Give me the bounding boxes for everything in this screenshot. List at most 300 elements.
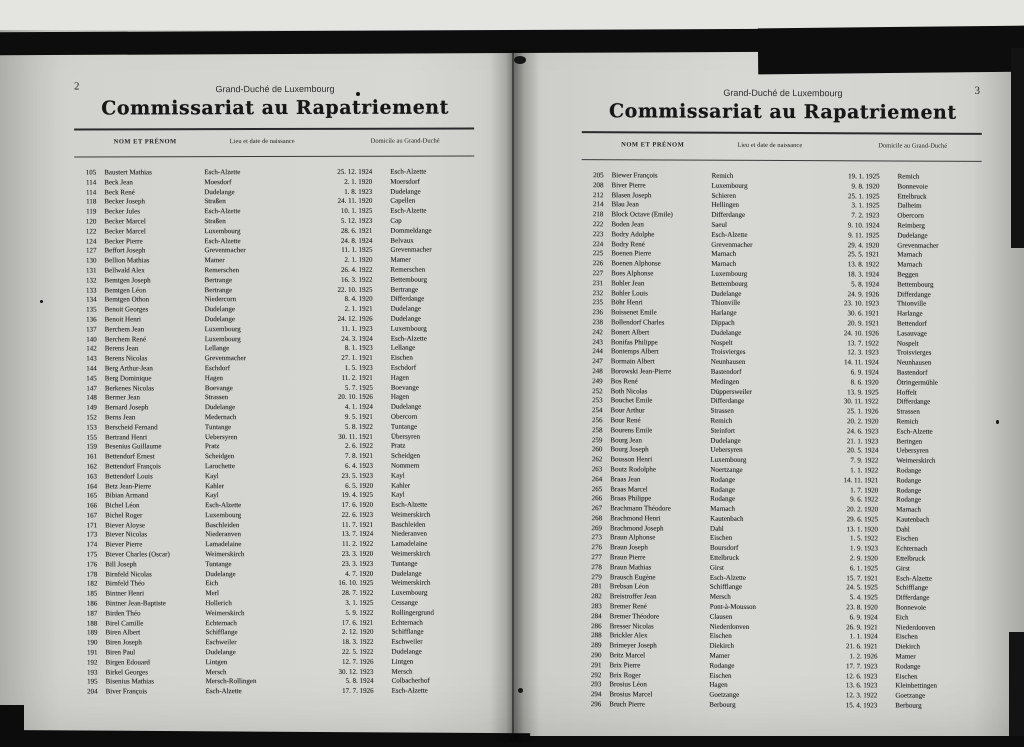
row-birthdate: 1. 9. 1923 <box>849 544 878 553</box>
row-name: Biren Albert <box>105 628 141 637</box>
row-domicile: Esch-Alzette <box>390 206 427 215</box>
table-row <box>72 687 482 698</box>
row-domicile: Berbourg <box>895 701 922 710</box>
row-birthdate: 17. 7. 1926 <box>342 686 374 696</box>
row-birthdate: 20. 2. 1920 <box>847 417 879 426</box>
row-name: Becker Pierre <box>104 236 143 246</box>
row-birthplace: Tuntange <box>204 422 232 431</box>
row-birthplace: Esch-Alzette <box>205 687 242 696</box>
column-headers <box>578 141 988 157</box>
row-domicile: Lintgen <box>391 657 414 666</box>
row-birthdate: 1. 8. 1923 <box>344 187 373 196</box>
row-domicile: Esch-Alzette <box>896 427 933 436</box>
row-birthplace: Remich <box>710 416 733 425</box>
row-domicile: Capellen <box>390 197 416 206</box>
row-birthplace: Scheidgen <box>204 452 235 461</box>
row-domicile: Obercorn <box>897 211 924 220</box>
row-domicile: Scheidgen <box>390 451 421 460</box>
row-number: 189 <box>86 628 98 637</box>
row-birthdate: 1. 1. 1922 <box>850 466 879 475</box>
row-domicile: Troisvierges <box>896 348 932 357</box>
row-domicile: Ettelbruck <box>895 554 926 563</box>
row-number: 164 <box>86 481 98 490</box>
row-number: 254 <box>592 406 603 415</box>
row-birthdate: 12. 6. 1923 <box>845 671 878 681</box>
row-birthdate: 16. 10. 1925 <box>338 579 374 588</box>
row-domicile: Kleinbettingen <box>895 681 937 691</box>
row-domicile: Tuntange <box>390 422 418 431</box>
row-name: Braas Jean <box>610 474 641 484</box>
row-name: Bollendorf Charles <box>610 318 665 327</box>
row-number: 242 <box>592 327 603 336</box>
row-domicile: Rollingergrund <box>391 608 435 617</box>
row-birthdate: 6. 5. 1920 <box>345 481 374 490</box>
row-name: Bettendorf François <box>105 462 161 471</box>
row-name: Brebsan Léon <box>609 582 649 591</box>
row-number: 190 <box>86 638 98 647</box>
row-birthdate: 24. 9. 1926 <box>847 289 880 298</box>
row-name: Biver Pierre <box>611 181 646 190</box>
row-number: 293 <box>590 680 602 689</box>
row-birthplace: Larochette <box>205 462 235 471</box>
row-birthdate: 24. 12. 1926 <box>337 314 373 323</box>
row-domicile: Rodange <box>896 466 922 475</box>
row-name: Berkenes Nicolas <box>104 383 155 392</box>
row-birthplace: Merl <box>205 589 219 598</box>
row-birthdate: 27. 1. 1921 <box>341 353 373 362</box>
row-domicile: Bastendorf <box>896 368 928 377</box>
row-domicile: Baschleiden <box>391 520 426 529</box>
row-number: 142 <box>86 344 97 353</box>
row-birthdate: 4. 1. 1924 <box>344 402 373 411</box>
row-name: Bousson Henri <box>610 455 653 464</box>
row-birthplace: Rodange <box>710 485 736 494</box>
row-birthdate: 7. 9. 1922 <box>850 456 879 465</box>
row-number: 133 <box>86 286 97 295</box>
row-birthplace: Mersch-Rollingen <box>205 677 257 686</box>
row-number: 131 <box>85 266 97 275</box>
row-birthdate: 1. 7. 1920 <box>850 485 879 494</box>
page-title: Commissariat au Rapatriement <box>101 96 449 120</box>
row-name: Bintner Henri <box>105 589 145 598</box>
row-name: Brimeyer Joseph <box>609 641 657 650</box>
row-birthdate: 9. 6. 1922 <box>850 495 879 504</box>
row-birthdate: 2. 6. 1922 <box>344 442 373 451</box>
row-name: Boutz Rodolphe <box>610 465 657 474</box>
column-header-name: NOM ET PRÉNOM <box>621 141 685 149</box>
row-birthdate: 9. 11. 1925 <box>848 231 880 240</box>
row-birthplace: Bastendorf <box>710 367 742 376</box>
row-birthdate: 8. 4. 1920 <box>344 295 373 304</box>
row-birthdate: 5. 8. 1922 <box>344 422 373 431</box>
row-birthdate: 23. 8. 1920 <box>846 603 878 612</box>
row-domicile: Beringen <box>896 437 923 446</box>
row-domicile: Uebersyren <box>896 446 929 455</box>
row-birthdate: 29. 6. 1925 <box>846 515 879 524</box>
row-name: Bichel Léon <box>105 501 140 510</box>
row-number: 176 <box>86 560 98 569</box>
row-name: Braun Pierre <box>609 553 646 562</box>
row-birthplace: Dudelange <box>204 403 236 412</box>
scan-dark-edge-right-bottom <box>1009 632 1024 747</box>
row-name: Bisenius Mathias <box>105 677 155 686</box>
row-birthplace: Luxembourg <box>711 181 748 190</box>
row-name: Bohler Jean <box>611 279 645 288</box>
row-birthplace: Noertzange <box>710 465 743 474</box>
row-domicile: Weimerskirch <box>896 456 936 465</box>
row-name: Boenen Pierre <box>611 249 652 258</box>
row-birthdate: 6. 4. 1923 <box>345 461 374 470</box>
row-birthdate: 14. 11. 1924 <box>844 358 879 367</box>
page-number: 2 <box>74 80 80 93</box>
row-name: Bellwald Alex <box>104 266 145 275</box>
row-birthdate: 6. 9. 1924 <box>850 368 879 377</box>
row-birthplace: Eischen <box>709 671 732 680</box>
row-domicile: Remich <box>897 172 920 181</box>
row-number: 136 <box>86 315 97 324</box>
row-domicile: Mamer <box>390 255 411 264</box>
row-birthplace: Eischen <box>709 632 732 641</box>
scan-dark-edge-right-top <box>1011 48 1024 248</box>
row-domicile: Girst <box>895 564 910 573</box>
row-number: 244 <box>592 347 603 356</box>
row-number: 182 <box>86 579 98 588</box>
row-birthplace: Uebersyren <box>204 432 238 441</box>
row-birthplace: Luxembourg <box>205 510 242 520</box>
row-number: 252 <box>592 386 603 395</box>
row-number: 114 <box>86 178 97 187</box>
row-number: 218 <box>592 210 604 219</box>
row-birthdate: 5. 8. 1924 <box>345 677 374 686</box>
row-domicile: Dudelange <box>391 569 422 578</box>
row-birthdate: 18. 3. 1922 <box>341 637 374 647</box>
row-domicile: Dudelange <box>390 314 421 323</box>
scan-speck <box>996 420 999 424</box>
row-domicile: Remerschen <box>390 265 426 274</box>
row-birthdate: 3. 1. 1925 <box>345 598 374 607</box>
row-name: Bonert Albert <box>610 328 650 337</box>
row-birthplace: Mersch <box>205 667 227 676</box>
row-birthplace: Marnach <box>711 259 737 268</box>
row-name: Braas Marcel <box>610 484 648 493</box>
row-birthplace: Differdange <box>711 210 746 220</box>
row-birthplace: Luxembourg <box>204 334 241 343</box>
row-domicile: Lamadelaine <box>391 539 428 548</box>
row-domicile: Dommeldange <box>390 226 432 235</box>
row-name: Bour Arthur <box>610 406 645 415</box>
row-number: 253 <box>592 396 603 405</box>
row-birthplace: Dudelange <box>204 305 235 314</box>
row-domicile: Luxembourg <box>390 324 427 333</box>
row-name: Bonifas Philippe <box>610 337 658 347</box>
row-name: Bresser Nicolas <box>609 621 654 631</box>
row-number: 130 <box>85 256 97 265</box>
row-birthplace: Differdange <box>710 397 745 406</box>
row-number: 290 <box>590 651 602 660</box>
row-birthplace: Hollerich <box>205 599 232 608</box>
row-name: Birel Camille <box>105 619 144 628</box>
row-name: Braun Alphonse <box>609 533 656 542</box>
row-birthplace: Eschdorf <box>204 364 231 373</box>
row-birthdate: 16. 3. 1922 <box>341 275 373 284</box>
row-number: 193 <box>87 668 98 677</box>
row-domicile: Ettelbruck <box>897 192 927 201</box>
row-name: Beck Jean <box>104 178 133 187</box>
row-birthplace: Hellingen <box>711 201 740 210</box>
row-domicile: Rodange <box>896 485 922 495</box>
row-domicile: Ötringermühle <box>896 378 938 387</box>
row-name: Bodry Adolphe <box>611 230 655 239</box>
row-birthplace: Steinfort <box>710 426 735 435</box>
row-birthdate: 1. 5. 1923 <box>344 363 373 372</box>
row-birthdate: 9. 10. 1924 <box>847 221 880 230</box>
row-name: Berscheid Fernand <box>104 423 158 432</box>
row-number: 268 <box>591 514 603 523</box>
row-number: 249 <box>592 376 603 385</box>
row-domicile: Esch-Alzette <box>391 500 428 509</box>
row-domicile: Boevange <box>390 383 419 392</box>
row-name: Boden Jean <box>611 220 644 229</box>
row-birthdate: 30. 12. 1923 <box>338 667 374 676</box>
row-name: Brix Pierre <box>609 661 641 670</box>
row-name: Birkel Georges <box>105 667 149 677</box>
row-name: Bemtgen Joseph <box>104 276 151 285</box>
row-domicile: Bonnevoie <box>897 182 928 191</box>
row-birthdate: 2. 1. 1921 <box>344 304 373 313</box>
row-name: Beffort Joseph <box>104 246 146 255</box>
row-birthdate: 11. 1. 1925 <box>341 246 373 255</box>
row-birthdate: 4. 7. 1920 <box>345 569 374 578</box>
row-name: Britz Marcel <box>609 651 646 660</box>
row-domicile: Bonnevoie <box>895 603 927 612</box>
row-birthplace: Dudelange <box>205 569 236 578</box>
row-name: Birden Théo <box>105 609 141 618</box>
row-number: 256 <box>592 416 603 425</box>
row-birthplace: Schieren <box>711 191 737 200</box>
row-birthdate: 5. 4. 1925 <box>849 593 878 602</box>
row-birthdate: 22. 6. 1923 <box>341 510 374 519</box>
row-name: Bontemps Albert <box>610 347 659 356</box>
row-domicile: Bettembourg <box>390 275 427 284</box>
row-name: Both Nicolas <box>610 386 648 395</box>
row-number: 105 <box>85 168 97 177</box>
row-domicile: Niederanven <box>391 530 427 539</box>
row-birthplace: Schifflange <box>205 628 238 637</box>
row-name: Bruch Pierre <box>609 700 645 709</box>
row-birthplace: Luxembourg <box>204 324 241 333</box>
row-name: Bourens Emile <box>610 425 653 435</box>
row-birthplace: Esch-Alzette <box>205 501 242 510</box>
row-name: Biever Nicolas <box>105 530 148 539</box>
row-birthdate: 2. 9. 1920 <box>849 554 878 563</box>
row-birthplace: Luxembourg <box>711 269 748 278</box>
row-birthplace: Hagen <box>709 681 728 690</box>
row-domicile: Echternach <box>895 544 928 553</box>
row-number: 291 <box>590 661 602 670</box>
row-number: 119 <box>86 207 97 216</box>
row-birthplace: Eich <box>205 579 219 588</box>
row-birthplace: Eischen <box>709 534 733 543</box>
row-birthdate: 5. 7. 1925 <box>344 383 373 392</box>
row-domicile: Rodange <box>896 495 922 504</box>
row-domicile: Echternach <box>391 618 423 627</box>
row-name: Bour René <box>610 416 641 425</box>
row-number: 214 <box>592 200 604 209</box>
row-birthplace: Remich <box>711 171 734 180</box>
row-number: 294 <box>590 690 602 699</box>
row-birthdate: 1. 1. 1924 <box>849 632 878 641</box>
row-name: Bibian Armand <box>105 491 149 500</box>
row-birthplace: Dudelange <box>204 315 235 324</box>
row-number: 231 <box>592 278 604 287</box>
row-name: Biever Charles (Oscar) <box>105 550 170 559</box>
row-domicile: Harlange <box>896 309 923 318</box>
row-number: 224 <box>592 239 604 248</box>
row-birthplace: Grevenmacher <box>204 354 246 363</box>
column-headers <box>70 137 480 152</box>
row-name: Boes Alphonse <box>611 269 654 278</box>
row-birthdate: 18. 3. 1924 <box>847 270 880 279</box>
row-birthdate: 13. 7. 1924 <box>341 530 374 539</box>
row-number: 188 <box>86 619 98 628</box>
row-birthdate: 2. 12. 1920 <box>341 628 374 637</box>
row-birthdate: 13. 6. 1923 <box>845 681 878 690</box>
row-domicile: Goetzange <box>895 691 926 700</box>
row-domicile: Bertrange <box>390 285 419 294</box>
row-number: 281 <box>591 582 602 591</box>
row-name: Berchem René <box>104 334 147 343</box>
row-number: 267 <box>591 504 603 513</box>
row-name: Bos René <box>610 376 638 386</box>
row-name: Bichel Roger <box>105 511 143 520</box>
row-birthdate: 25. 1. 1925 <box>847 191 880 201</box>
row-name: Berg Arthur-Jean <box>104 364 153 373</box>
row-domicile: Beggen <box>897 270 919 279</box>
row-name: Berens Nicolas <box>104 354 148 363</box>
row-domicile: Niederdonven <box>895 623 936 632</box>
row-birthdate: 6. 9. 1924 <box>849 613 878 622</box>
row-birthdate: 7. 8. 1921 <box>344 451 374 460</box>
row-number: 263 <box>591 465 603 474</box>
row-birthplace: Marnach <box>710 504 736 513</box>
row-birthplace: Bertrange <box>204 275 233 284</box>
row-birthdate: 22. 5. 1922 <box>341 647 374 656</box>
row-number: 232 <box>592 288 604 297</box>
row-name: Biewer François <box>611 171 658 180</box>
row-number: 225 <box>592 249 604 258</box>
row-birthdate: 13. 9. 1925 <box>847 387 879 396</box>
scan-top-margin <box>0 0 1024 30</box>
row-domicile: Mamer <box>895 652 916 661</box>
row-number: 269 <box>591 523 603 532</box>
row-birthplace: Troisvierges <box>710 348 746 357</box>
row-birthplace: Rodange <box>710 494 736 504</box>
row-domicile: Eischen <box>895 632 918 642</box>
row-name: Bettendorf Ernest <box>104 452 155 461</box>
row-birthplace: Dippach <box>710 318 735 327</box>
row-birthplace: Moesdorf <box>204 177 232 186</box>
row-birthdate: 1. 5. 1922 <box>849 534 879 543</box>
row-birthdate: 3. 1. 1925 <box>851 201 880 210</box>
row-number: 167 <box>86 511 98 520</box>
row-domicile: Eischen <box>895 534 919 544</box>
row-birthdate: 5. 8. 1924 <box>851 280 880 289</box>
row-domicile: Eschweiler <box>391 637 423 646</box>
row-name: Bintner Jean-Baptiste <box>105 599 166 608</box>
row-birthdate: 15. 7. 1921 <box>846 573 878 583</box>
row-name: Boenen Alphonse <box>611 259 661 268</box>
row-birthdate: 23. 5. 1923 <box>341 471 374 480</box>
row-domicile: Eischen <box>895 672 918 681</box>
row-name: Braun Mathias <box>609 563 652 572</box>
row-number: 273 <box>591 533 603 542</box>
row-birthplace: Esch-Alzette <box>709 573 747 582</box>
row-birthdate: 24. 6. 1923 <box>846 427 879 436</box>
row-domicile: Nospelt <box>896 339 919 348</box>
row-birthdate: 9. 5. 1921 <box>344 412 373 421</box>
row-name: Boissenet Emile <box>610 308 657 317</box>
row-name: Berg Dominique <box>104 374 152 383</box>
row-number: 145 <box>86 374 97 383</box>
row-number: 236 <box>592 308 604 317</box>
row-birthplace: Kahler <box>205 481 225 490</box>
table-row <box>575 700 985 712</box>
row-birthplace: Medingen <box>710 377 740 386</box>
row-number: 238 <box>592 318 603 327</box>
row-name: Becker Jules <box>104 207 140 216</box>
scan-speck <box>514 56 526 64</box>
row-name: Bourg Joseph <box>610 445 649 454</box>
row-domicile: Pratz <box>390 441 406 451</box>
row-birthplace: Esch-Alzette <box>711 230 748 239</box>
row-name: Bermer Jean <box>104 393 141 402</box>
left-page <box>70 77 480 696</box>
row-birthdate: 13. 1. 1920 <box>846 524 879 534</box>
row-birthplace: Esch-Alzette <box>204 207 241 216</box>
row-name: Berens Jean <box>104 344 139 353</box>
row-birthdate: 6. 1. 1925 <box>849 564 878 573</box>
row-domicile: Thionville <box>897 299 927 308</box>
row-domicile: Colbacherhof <box>391 677 430 686</box>
country-header: Grand-Duché de Luxembourg <box>723 87 843 99</box>
row-number: 165 <box>86 491 98 500</box>
row-birthdate: 9. 8. 1920 <box>851 182 880 191</box>
row-birthplace: Dudelange <box>710 436 741 445</box>
row-birthdate: 11. 1. 1923 <box>341 324 373 333</box>
row-domicile: Lasauvage <box>896 329 927 338</box>
column-header-domicile: Domicile au Grand-Duché <box>370 137 440 145</box>
scan-black-corner <box>0 705 24 747</box>
row-name: Brachmann Théodore <box>610 504 671 513</box>
row-domicile: Dahl <box>896 525 910 534</box>
row-number: 205 <box>593 171 604 180</box>
row-name: Braas Philippe <box>610 494 652 503</box>
row-number: 132 <box>86 276 97 285</box>
row-birthdate: 8. 6. 1920 <box>850 378 879 387</box>
row-birthdate: 23. 3. 1923 <box>341 559 374 568</box>
row-number: 262 <box>591 455 603 464</box>
row-number: 277 <box>591 553 602 562</box>
row-birthdate: 5. 9. 1922 <box>345 608 374 617</box>
row-birthdate: 30. 11. 1921 <box>338 432 373 441</box>
row-name: Bemtgen Léon <box>104 285 146 295</box>
row-birthdate: 14. 11. 1921 <box>843 475 879 485</box>
row-number: 296 <box>590 700 602 709</box>
row-birthdate: 12. 3. 1923 <box>847 348 879 357</box>
row-name: Becker Joseph <box>104 197 145 206</box>
row-birthplace: Pratz <box>204 442 220 451</box>
row-birthplace: Tuntange <box>205 559 232 569</box>
